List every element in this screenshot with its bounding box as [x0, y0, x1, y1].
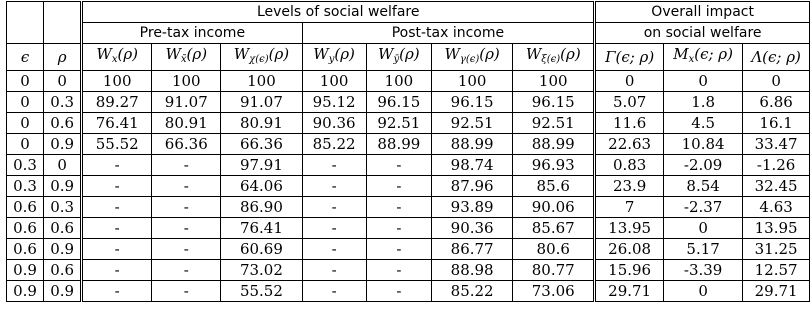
- table-cell: 0.83: [595, 155, 664, 176]
- table-cell: -: [302, 176, 366, 197]
- table-cell: 0.9: [44, 239, 82, 260]
- table-cell: 4.63: [743, 197, 810, 218]
- table-cell: 7: [595, 197, 664, 218]
- table-body: [7, 71, 810, 302]
- table-cell: 0.6: [44, 113, 82, 134]
- overall-impact-header: Overall impact: [595, 2, 810, 23]
- table-cell: 0.3: [44, 92, 82, 113]
- table-cell: 0: [7, 113, 44, 134]
- table-cell: 89.27: [82, 92, 152, 113]
- table-cell: 100: [366, 71, 431, 92]
- col-header-rho: ρ: [44, 44, 82, 71]
- table-cell: 100: [152, 71, 221, 92]
- table-cell: 11.6: [595, 113, 664, 134]
- table-cell: 13.95: [595, 218, 664, 239]
- table-cell: 0.3: [7, 176, 44, 197]
- table-cell: -: [366, 260, 431, 281]
- col-header-mx: $M_x(\epsilon$; ρ): [664, 44, 743, 71]
- table-cell: -: [302, 197, 366, 218]
- table-cell: -3.39: [664, 260, 743, 281]
- table-cell: 0.9: [44, 134, 82, 155]
- table-cell: 0: [664, 218, 743, 239]
- table-cell: -1.26: [743, 155, 810, 176]
- table-cell: 73.02: [221, 260, 302, 281]
- table-cell: 5.07: [595, 92, 664, 113]
- table-cell: 85.22: [302, 134, 366, 155]
- table-cell: -: [82, 176, 152, 197]
- table-cell: -: [152, 155, 221, 176]
- table-row: [7, 134, 810, 155]
- table-cell: 97.91: [221, 155, 302, 176]
- table-cell: 76.41: [221, 218, 302, 239]
- col-header-lambda: Λ(ϵ; ρ): [743, 44, 810, 71]
- levels-of-social-welfare-header: Levels of social welfare: [82, 2, 595, 23]
- table-cell: -: [152, 197, 221, 218]
- table-cell: -: [82, 281, 152, 302]
- col-header-wy: $W_y(\rho)$: [302, 44, 366, 71]
- pretax-income-header: Pre-tax income: [82, 23, 302, 44]
- table-cell: 88.99: [513, 134, 595, 155]
- table-row: [7, 71, 810, 92]
- table-cell: -: [302, 218, 366, 239]
- table-cell: 96.15: [366, 92, 431, 113]
- table-cell: -: [152, 281, 221, 302]
- empty-header-cell: [44, 2, 82, 23]
- table-cell: 55.52: [221, 281, 302, 302]
- table-cell: 92.51: [432, 113, 513, 134]
- table-cell: -: [302, 281, 366, 302]
- table-cell: 10.84: [664, 134, 743, 155]
- table-cell: 88.99: [432, 134, 513, 155]
- table-cell: 0: [595, 71, 664, 92]
- table-cell: 0.3: [44, 197, 82, 218]
- table-cell: 87.96: [432, 176, 513, 197]
- table-cell: 29.71: [595, 281, 664, 302]
- table-cell: -: [152, 176, 221, 197]
- table-cell: 73.06: [513, 281, 595, 302]
- table-cell: -: [366, 281, 431, 302]
- table-cell: -: [302, 155, 366, 176]
- col-header-epsilon: ϵ: [7, 44, 44, 71]
- table-cell: 12.57: [743, 260, 810, 281]
- table-cell: 23.9: [595, 176, 664, 197]
- table-cell: 100: [221, 71, 302, 92]
- table-cell: -: [82, 239, 152, 260]
- table-cell: 0.3: [7, 155, 44, 176]
- table-cell: 0: [743, 71, 810, 92]
- table-cell: 22.63: [595, 134, 664, 155]
- table-cell: 1.8: [664, 92, 743, 113]
- table-cell: -: [82, 260, 152, 281]
- table-cell: 80.91: [221, 113, 302, 134]
- col-header-wxi: $W_{\xi(\epsilon)}(\rho)$: [513, 44, 595, 71]
- table-cell: 0.9: [44, 176, 82, 197]
- empty-header-cell: [7, 23, 44, 44]
- col-header-gamma: Γ(ϵ; ρ): [595, 44, 664, 71]
- table-cell: 76.41: [82, 113, 152, 134]
- table-cell: 0.6: [44, 260, 82, 281]
- table-cell: 4.5: [664, 113, 743, 134]
- table-cell: 0: [7, 134, 44, 155]
- table-cell: 0: [44, 71, 82, 92]
- table-cell: -: [366, 218, 431, 239]
- table-cell: 0: [664, 71, 743, 92]
- table-cell: -: [152, 239, 221, 260]
- table-cell: 0.9: [44, 281, 82, 302]
- table-cell: 13.95: [743, 218, 810, 239]
- table-cell: 8.54: [664, 176, 743, 197]
- table-cell: 80.91: [152, 113, 221, 134]
- table-cell: 26.08: [595, 239, 664, 260]
- table-cell: 100: [432, 71, 513, 92]
- header-row-2: [7, 23, 810, 44]
- table-cell: 86.90: [221, 197, 302, 218]
- table-cell: -: [152, 218, 221, 239]
- table-cell: 0.6: [7, 239, 44, 260]
- table-cell: 60.69: [221, 239, 302, 260]
- table-cell: 100: [513, 71, 595, 92]
- table-cell: 32.45: [743, 176, 810, 197]
- table-cell: 0: [7, 71, 44, 92]
- table-row: [7, 260, 810, 281]
- table-cell: 90.06: [513, 197, 595, 218]
- table-cell: 96.15: [513, 92, 595, 113]
- table-cell: 16.1: [743, 113, 810, 134]
- table-cell: 92.51: [513, 113, 595, 134]
- table-row: [7, 113, 810, 134]
- empty-header-cell: [44, 23, 82, 44]
- table-cell: 66.36: [221, 134, 302, 155]
- table-cell: 98.74: [432, 155, 513, 176]
- table-cell: 0.6: [7, 197, 44, 218]
- table-cell: -: [366, 155, 431, 176]
- table-cell: 66.36: [152, 134, 221, 155]
- col-header-wybar: $W_ȳ(\rho)$: [366, 44, 431, 71]
- table-cell: 88.98: [432, 260, 513, 281]
- table-row: [7, 176, 810, 197]
- table-cell: 64.06: [221, 176, 302, 197]
- table-row: [7, 92, 810, 113]
- overall-impact-subheader: on social welfare: [595, 23, 810, 44]
- table-cell: 0: [7, 92, 44, 113]
- table-cell: 96.15: [432, 92, 513, 113]
- social-welfare-table: [6, 1, 810, 302]
- column-header-row: [7, 44, 810, 71]
- table-cell: 96.93: [513, 155, 595, 176]
- table-cell: 100: [302, 71, 366, 92]
- table-cell: 15.96: [595, 260, 664, 281]
- col-header-wx: $W_x(\rho)$: [82, 44, 152, 71]
- table-cell: -: [82, 218, 152, 239]
- col-header-wchi: $W_{\chi(\epsilon)}(\rho)$: [221, 44, 302, 71]
- header-row-1: [7, 2, 810, 23]
- table-cell: 0.9: [7, 281, 44, 302]
- table-cell: -2.37: [664, 197, 743, 218]
- table-cell: -: [82, 197, 152, 218]
- table-cell: 85.6: [513, 176, 595, 197]
- table-cell: 93.89: [432, 197, 513, 218]
- empty-header-cell: [7, 2, 44, 23]
- table-cell: -: [82, 155, 152, 176]
- table-cell: -: [302, 239, 366, 260]
- table-cell: 100: [82, 71, 152, 92]
- table-cell: -2.09: [664, 155, 743, 176]
- table-row: [7, 155, 810, 176]
- table-cell: 6.86: [743, 92, 810, 113]
- table-cell: 0.6: [7, 218, 44, 239]
- table-cell: 90.36: [302, 113, 366, 134]
- table-cell: -: [366, 176, 431, 197]
- table-cell: 5.17: [664, 239, 743, 260]
- table-cell: -: [366, 239, 431, 260]
- table-cell: 0: [664, 281, 743, 302]
- table-cell: 29.71: [743, 281, 810, 302]
- table-cell: 55.52: [82, 134, 152, 155]
- table-cell: -: [366, 197, 431, 218]
- table-cell: 80.77: [513, 260, 595, 281]
- table-cell: 92.51: [366, 113, 431, 134]
- table-row: [7, 197, 810, 218]
- table-row: [7, 239, 810, 260]
- table-cell: 90.36: [432, 218, 513, 239]
- table-row: [7, 281, 810, 302]
- table-cell: 85.67: [513, 218, 595, 239]
- table-row: [7, 218, 810, 239]
- table-cell: 86.77: [432, 239, 513, 260]
- col-header-wxbar: $W_{x̄}(\rho)$: [152, 44, 221, 71]
- table-cell: 95.12: [302, 92, 366, 113]
- table-cell: 33.47: [743, 134, 810, 155]
- table-cell: 85.22: [432, 281, 513, 302]
- table-cell: 80.6: [513, 239, 595, 260]
- table-cell: 0.6: [44, 218, 82, 239]
- posttax-income-header: Post-tax income: [302, 23, 595, 44]
- table-cell: 0: [44, 155, 82, 176]
- table-cell: 91.07: [221, 92, 302, 113]
- table-cell: 31.25: [743, 239, 810, 260]
- table-cell: -: [302, 260, 366, 281]
- table-cell: -: [152, 260, 221, 281]
- table-cell: 0.9: [7, 260, 44, 281]
- table-cell: 88.99: [366, 134, 431, 155]
- table-cell: 91.07: [152, 92, 221, 113]
- col-header-wgamma: $W_{\gamma(\epsilon)}(\rho)$: [432, 44, 513, 71]
